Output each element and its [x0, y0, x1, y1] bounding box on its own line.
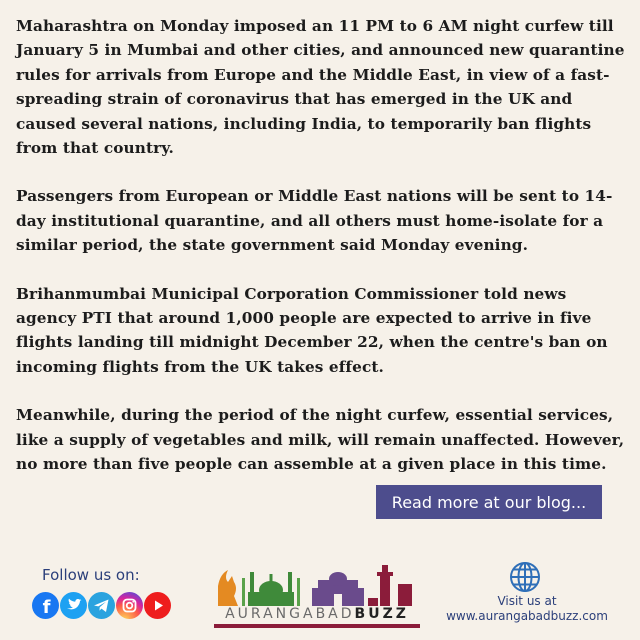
logo-text-aurangabad: AURANGABAD [225, 606, 355, 622]
visit-label: Visit us at [497, 594, 557, 608]
follow-us-label: Follow us on: [42, 566, 140, 584]
article-paragraph-3: Brihanmumbai Municipal Corporation Commissioner told news agency PTI that around 1,000 people are expected to arrive in five flights landing till midnight December 22, when the centre's ban on incoming flights from the UK takes effect. [16, 284, 608, 376]
article-body [16, 14, 628, 501]
logo-text-buzz: BUZZ [354, 606, 409, 622]
visit-us [440, 594, 614, 624]
read-more-button[interactable]: Read more at our blog... [376, 485, 602, 519]
svg-text:f: f [42, 597, 51, 618]
logo-underline [214, 624, 420, 628]
youtube-icon[interactable] [144, 592, 171, 619]
instagram-icon[interactable] [116, 592, 143, 619]
aurangabad-buzz-logo [214, 562, 420, 630]
logo-wordmark [214, 606, 420, 622]
facebook-icon[interactable] [32, 592, 59, 619]
telegram-icon[interactable] [88, 592, 115, 619]
article-paragraph-4: Meanwhile, during the period of the night curfew, essential services, like a supply of vegetables and milk, will remain unaffected. However, no more than five people can assemble at a given place in this time. [16, 406, 625, 474]
social-icons [32, 592, 171, 619]
skyline-icon [214, 562, 420, 608]
twitter-icon[interactable] [60, 592, 87, 619]
article-paragraph-2: Passengers from European or Middle East nations will be sent to 14-day institutional quarantine, and all others must home-isolate for a similar period, the state government said Monday evening. [16, 187, 613, 255]
article-paragraph-1: Maharashtra on Monday imposed an 11 PM to 6 AM night curfew till January 5 in Mumbai and other cities, and announced new quarantine rules for arrivals from Europe and the Middle East, in view of a fast-spreading strain of coronavirus that has emerged in the UK and caused several nations, including India, to temporarily ban flights from that country. [16, 17, 625, 158]
website-link[interactable]: www.aurangabadbuzz.com [446, 609, 608, 623]
